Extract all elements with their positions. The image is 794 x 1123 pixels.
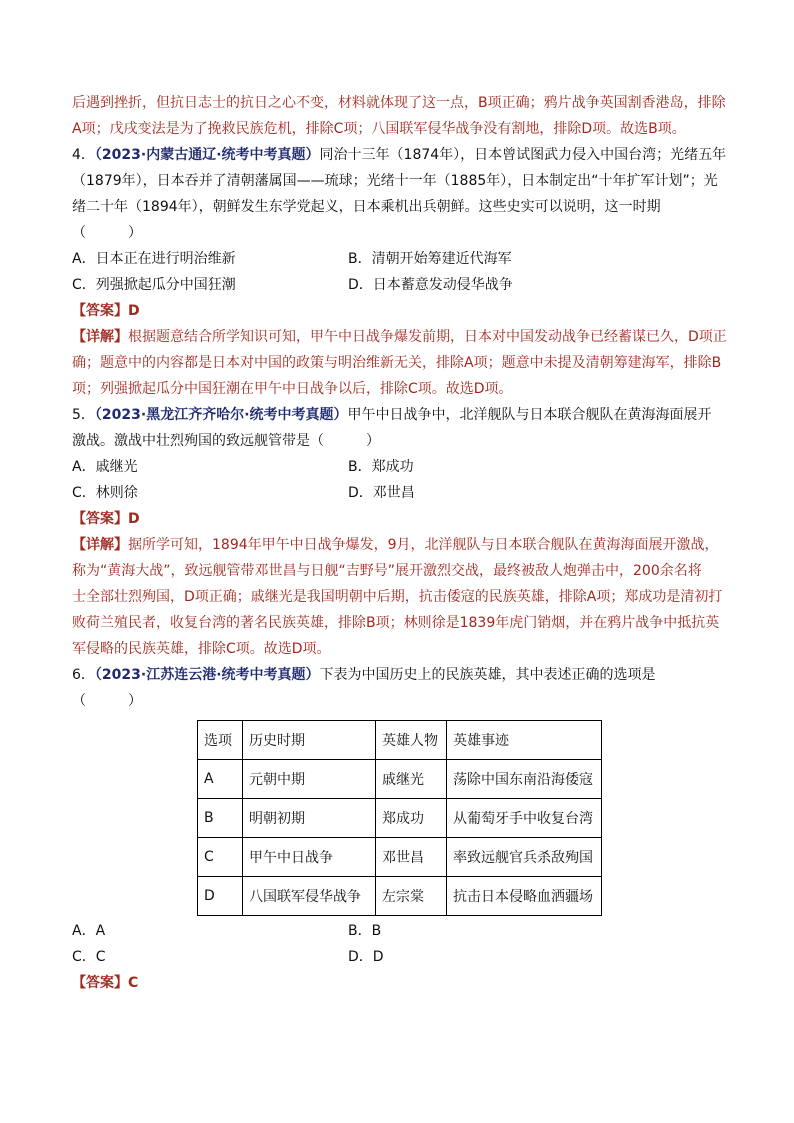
q5-detail-line-3: 士全部壮烈殉国，D项正确；戚继光是我国明朝中后期，抗击倭寇的民族英雄，排除A项；郑成功是清初打	[72, 589, 723, 605]
table-cell: 抗击日本侵略血洒疆场	[447, 877, 602, 916]
q4-option-d: D．日本蓄意发动侵华战争	[348, 277, 513, 293]
q4-option-a: A．日本正在进行明治维新	[72, 251, 236, 267]
table-row	[198, 877, 602, 916]
table-cell: 甲午中日战争	[243, 838, 376, 877]
table-cell: D	[198, 877, 243, 916]
table-cell: 元朝中期	[243, 760, 376, 799]
q6-answer	[72, 970, 722, 996]
q5-stem-line-2: 激战。激战中壮烈殉国的致远舰管带是（ ）	[72, 433, 380, 449]
q5-option-a: A．戚继光	[72, 459, 138, 475]
document-body	[72, 90, 727, 996]
q4-option-b: B．清朝开始筹建近代海军	[348, 251, 512, 267]
q6-option-d: D．D	[348, 949, 384, 965]
answer-label: 【答案】	[72, 511, 128, 527]
answer-value: D	[128, 511, 140, 527]
q6-stem-line-1	[72, 662, 722, 688]
q4-stem-line-1	[72, 142, 727, 168]
q5-answer	[72, 506, 722, 532]
question-text: 下表为中国历史上的民族英雄，其中表述正确的选项是	[319, 667, 656, 683]
table-cell: 左宗棠	[376, 877, 447, 916]
table-cell: C	[198, 838, 243, 877]
question-source: （2023·黑龙江齐齐哈尔·统考中考真题）	[94, 407, 348, 423]
table-cell: 戚继光	[376, 760, 447, 799]
question-number: 5．	[72, 407, 95, 423]
table-cell: A	[198, 760, 243, 799]
prev-detail-line-1	[72, 90, 726, 116]
table-cell: 率致远舰官兵杀敌殉国	[447, 838, 602, 877]
table-cell: 邓世昌	[376, 838, 447, 877]
q5-detail-line-2: 称为“黄海大战”，致远舰管带邓世昌与日舰“吉野号”展开激烈交战，最终被敌人炮弹击中，200余名将	[72, 563, 702, 579]
q4-detail-line-1	[72, 324, 727, 350]
q6-option-b: B．B	[348, 923, 382, 939]
table-row	[198, 760, 602, 799]
q4-detail-line-2: 确；题意中的内容都是日本对中国的政策与明治维新无关，排除A项；题意中未提及清朝筹建海军，排除B	[72, 355, 722, 371]
table-cell: 郑成功	[376, 799, 447, 838]
answer-value: C	[128, 975, 139, 991]
detail-text: 根据题意结合所学知识可知，甲午中日战争爆发前期，日本对中国发动战争已经蓄谋已久，D项正	[128, 329, 727, 345]
q5-detail-line-5: 军侵略的民族英雄，排除C项。故选D项。	[72, 641, 331, 657]
q4-stem-line-2: （1879年），日本吞并了清朝藩属国——琉球；光绪十一年（1885年），日本制定出“十年扩军计划”；光	[72, 173, 718, 189]
question-text: 甲午中日战争中，北洋舰队与日本联合舰队在黄海海面展开	[347, 407, 712, 423]
question-number: 4．	[72, 147, 95, 163]
q5-option-c: C．林则徐	[72, 485, 138, 501]
q4-options-row-1	[72, 246, 722, 272]
table-cell: 八国联军侵华战争	[243, 877, 376, 916]
answer-label: 【答案】	[72, 975, 128, 991]
detail-label: 【详解】	[72, 329, 128, 345]
table-row	[198, 799, 602, 838]
q4-answer	[72, 298, 722, 324]
question-source: （2023·江苏连云港·统考中考真题）	[94, 667, 320, 683]
prev-detail-line-2: A项；戊戌变法是为了挽救民族危机，排除C项；八国联军侵华战争没有割地，排除D项。故选B项。	[72, 121, 686, 137]
question-source: （2023·内蒙古通辽·统考中考真题）	[94, 147, 320, 163]
answer-label: 【答案】	[72, 303, 128, 319]
text: B项正确；鸦片战争英国割香港岛，排除	[478, 95, 726, 111]
answer-value: D	[128, 303, 140, 319]
table-header: 选项	[198, 721, 243, 760]
table-header: 英雄事迹	[447, 721, 602, 760]
heroes-table	[197, 720, 602, 916]
table-cell: B	[198, 799, 243, 838]
table-header: 历史时期	[243, 721, 376, 760]
question-number: 6．	[72, 667, 95, 683]
table-cell: 荡除中国东南沿海倭寇	[447, 760, 602, 799]
q5-detail-line-4: 败荷兰殖民者，收复台湾的著名民族英雄，排除B项；林则徐是1839年虎门销烟，并在鸦片战争中抵抗英	[72, 615, 720, 631]
q4-detail-line-3: 项；列强掀起瓜分中国狂潮在甲午中日战争以后，排除C项。故选D项。	[72, 381, 513, 397]
detail-text: 据所学可知，1894年甲午中日战争爆发，9月，北洋舰队与日本联合舰队在黄海海面展开激战，	[128, 537, 719, 553]
table-row	[198, 838, 602, 877]
q5-stem-line-1	[72, 402, 722, 428]
table-cell: 明朝初期	[243, 799, 376, 838]
q6-option-a: A．A	[72, 923, 106, 939]
q5-options-row-1	[72, 454, 722, 480]
question-text: 同治十三年（1874年），日本曾试图武力侵入中国台湾；光绪五年	[319, 147, 727, 163]
table-cell: 从葡萄牙手中收复台湾	[447, 799, 602, 838]
q5-option-d: D．邓世昌	[348, 485, 415, 501]
q6-options-row-2	[72, 944, 722, 970]
text: 后遇到挫折，但抗日志士的抗日之心不变，材料就体现了这一点，	[72, 95, 478, 111]
q4-option-c: C．列强掀起瓜分中国狂潮	[72, 277, 236, 293]
q5-option-b: B．郑成功	[348, 459, 414, 475]
table-header: 英雄人物	[376, 721, 447, 760]
q4-options-row-2	[72, 272, 722, 298]
q4-stem-line-3: 绪二十年（1894年），朝鲜发生东学党起义，日本乘机出兵朝鲜。这些史实可以说明，这一时期	[72, 199, 661, 215]
q5-detail-line-1	[72, 532, 722, 558]
table-header-row	[198, 721, 602, 760]
q5-options-row-2	[72, 480, 722, 506]
q6-options-row-1	[72, 918, 722, 944]
q6-answer-blank: （ ）	[72, 693, 142, 709]
q6-option-c: C．C	[72, 949, 106, 965]
detail-label: 【详解】	[72, 537, 128, 553]
q4-answer-blank: （ ）	[72, 225, 142, 241]
